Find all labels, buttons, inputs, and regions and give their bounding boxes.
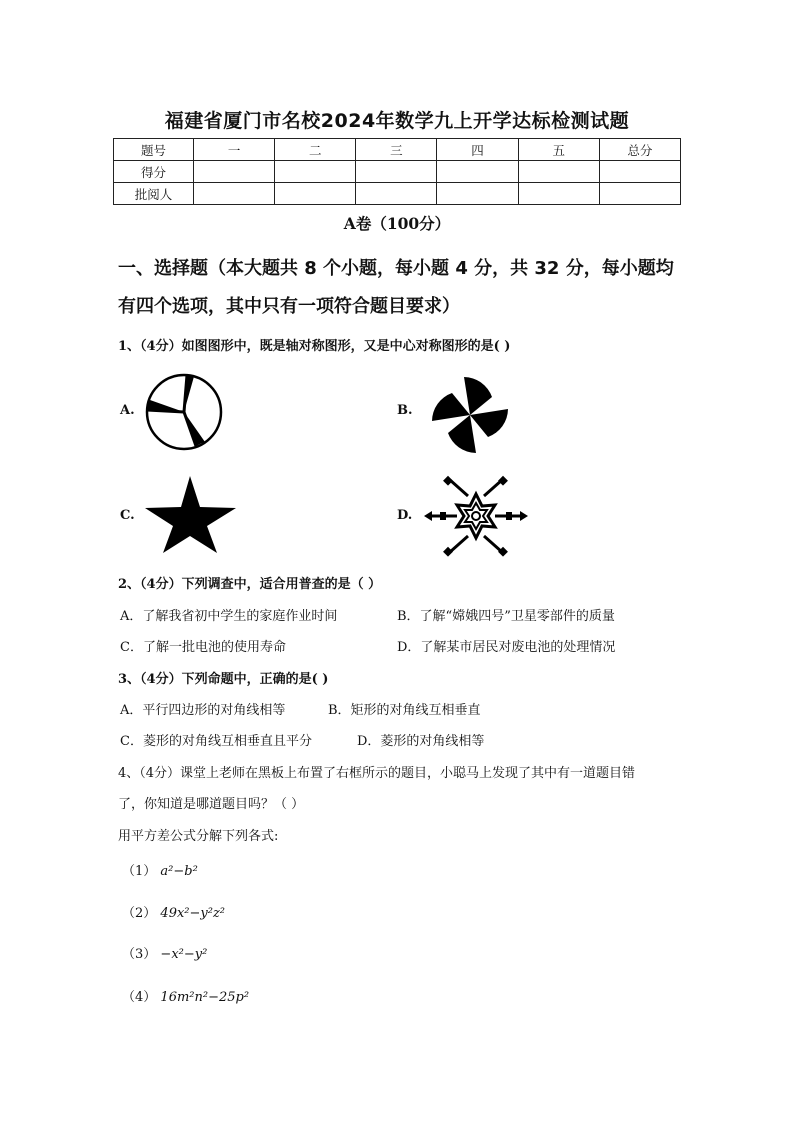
q1-option-c-label: C.	[120, 508, 135, 523]
q3-option-a[interactable]: A．平行四边形的对角线相等	[120, 703, 286, 718]
header-cell: 总分	[599, 139, 680, 161]
score-table	[113, 138, 681, 205]
section-heading-line2: 有四个选项，其中只有一项符合题目要求）	[118, 296, 460, 317]
q2-option-a[interactable]: A．了解我省初中学生的家庭作业时间	[120, 609, 338, 624]
header-cell: 二	[275, 139, 356, 161]
q1-option-d-label: D.	[397, 508, 413, 523]
q1-figure-d	[422, 474, 530, 558]
reviewer-cell[interactable]	[599, 183, 680, 205]
score-cell[interactable]	[437, 161, 518, 183]
q1-option-b-label: B.	[397, 403, 413, 418]
q1-figure-c	[143, 474, 243, 554]
q3-option-b[interactable]: B．矩形的对角线互相垂直	[328, 703, 481, 718]
score-cell[interactable]	[518, 161, 599, 183]
q3-option-d[interactable]: D．菱形的对角线相等	[357, 734, 485, 749]
q4-item-2	[122, 902, 225, 921]
question-4-instruction: 用平方差公式分解下列各式:	[118, 829, 279, 844]
item-number: （2）	[122, 906, 157, 921]
row-label: 得分	[114, 161, 194, 183]
header-cell: 题号	[114, 139, 194, 161]
item-number: （4）	[122, 990, 157, 1005]
q2-option-d[interactable]: D．了解某市居民对废电池的处理情况	[397, 640, 616, 655]
q1-option-a-label: A.	[120, 403, 135, 418]
q4-item-3	[122, 943, 207, 962]
q2-option-b[interactable]: B．了解“嫦娥四号”卫星零部件的质量	[397, 609, 615, 624]
item-expression: 16m²n²−25p²	[160, 990, 250, 1005]
section-heading-line1: 一、选择题（本大题共 8 个小题，每小题 4 分，共 32 分，每小题均	[118, 258, 674, 279]
header-cell: 一	[194, 139, 275, 161]
q3-option-c[interactable]: C．菱形的对角线互相垂直且平分	[120, 734, 312, 749]
item-number: （3）	[122, 947, 157, 962]
question-4-stem-line2: 了，你知道是哪道题目吗？（ ）	[118, 797, 305, 812]
question-2-stem: 2、（4分）下列调查中，适合用普查的是（ ）	[118, 577, 382, 592]
header-cell: 四	[437, 139, 518, 161]
item-expression: a²−b²	[160, 864, 198, 879]
volume-heading: A卷（100分）	[343, 214, 451, 233]
question-1-stem: 1、（4分）如图图形中，既是轴对称图形，又是中心对称图形的是( )	[118, 339, 511, 354]
question-3-stem: 3、（4分）下列命题中，正确的是( )	[118, 672, 329, 687]
row-label: 批阅人	[114, 183, 194, 205]
reviewer-cell[interactable]	[275, 183, 356, 205]
q1-figure-b	[420, 370, 520, 460]
reviewer-row	[114, 183, 681, 205]
score-table-header-row	[114, 139, 681, 161]
item-expression: 49x²−y²z²	[160, 906, 226, 921]
score-cell[interactable]	[194, 161, 275, 183]
item-number: （1）	[122, 864, 157, 879]
header-cell: 三	[356, 139, 437, 161]
score-cell[interactable]	[275, 161, 356, 183]
score-cell[interactable]	[356, 161, 437, 183]
score-cell[interactable]	[599, 161, 680, 183]
reviewer-cell[interactable]	[437, 183, 518, 205]
item-expression: −x²−y²	[160, 947, 208, 962]
score-row	[114, 161, 681, 183]
q2-option-c[interactable]: C．了解一批电池的使用寿命	[120, 640, 286, 655]
q4-item-4	[122, 986, 249, 1005]
header-cell: 五	[518, 139, 599, 161]
q1-figure-a	[144, 372, 224, 452]
question-4-stem-line1: 4、（4分）课堂上老师在黑板上布置了右框所示的题目，小聪马上发现了其中有一道题目错	[118, 766, 636, 781]
reviewer-cell[interactable]	[194, 183, 275, 205]
reviewer-cell[interactable]	[356, 183, 437, 205]
q4-item-1	[122, 860, 198, 879]
exam-title: 福建省厦门市名校2024年数学九上开学达标检测试题	[164, 110, 630, 132]
reviewer-cell[interactable]	[518, 183, 599, 205]
